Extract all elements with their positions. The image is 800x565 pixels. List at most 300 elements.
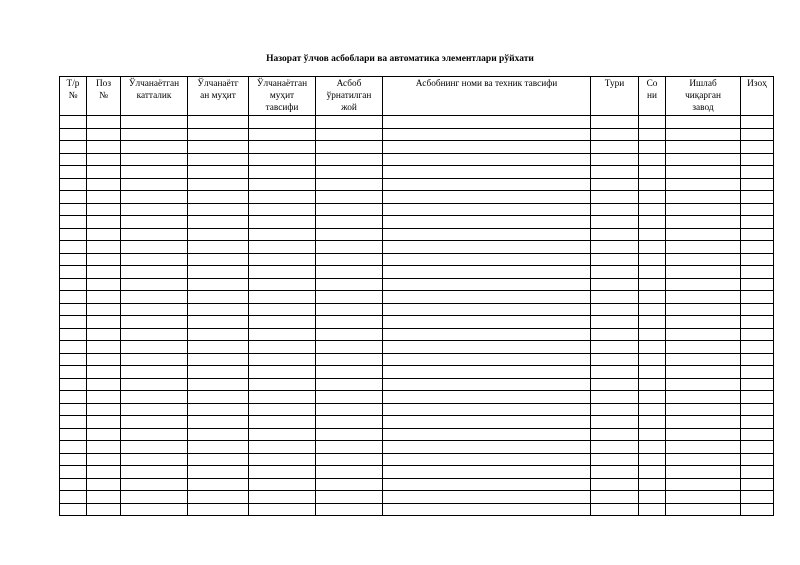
column-header-line: Ишлаб bbox=[689, 79, 717, 89]
table-cell bbox=[591, 216, 639, 229]
table-cell bbox=[666, 216, 741, 229]
table-cell bbox=[121, 203, 188, 216]
table-cell bbox=[249, 366, 316, 379]
table-row bbox=[60, 353, 774, 366]
table-cell bbox=[121, 216, 188, 229]
column-header-line: катталик bbox=[136, 91, 172, 101]
table-cell bbox=[591, 341, 639, 354]
table-row bbox=[60, 441, 774, 454]
table-cell bbox=[249, 278, 316, 291]
table-cell bbox=[383, 303, 591, 316]
table-cell bbox=[121, 178, 188, 191]
table-cell bbox=[639, 253, 666, 266]
table-cell bbox=[60, 141, 87, 154]
table-cell bbox=[316, 178, 383, 191]
table-cell bbox=[591, 328, 639, 341]
table-cell bbox=[741, 441, 774, 454]
table-cell bbox=[249, 378, 316, 391]
table-cell bbox=[741, 416, 774, 429]
table-cell bbox=[639, 191, 666, 204]
table-cell bbox=[121, 316, 188, 329]
table-cell bbox=[87, 416, 121, 429]
table-cell bbox=[316, 116, 383, 129]
table-cell bbox=[741, 378, 774, 391]
table-cell bbox=[316, 241, 383, 254]
table-cell bbox=[383, 478, 591, 491]
table-cell bbox=[591, 253, 639, 266]
table-cell bbox=[87, 316, 121, 329]
column-header-line: Изоҳ bbox=[747, 79, 767, 89]
table-cell bbox=[188, 453, 249, 466]
table-row bbox=[60, 428, 774, 441]
table-cell bbox=[249, 141, 316, 154]
table-cell bbox=[249, 428, 316, 441]
table-cell bbox=[87, 216, 121, 229]
table-cell bbox=[87, 266, 121, 279]
table-cell bbox=[87, 203, 121, 216]
table-cell bbox=[666, 441, 741, 454]
table-cell bbox=[741, 328, 774, 341]
table-cell bbox=[249, 228, 316, 241]
table-cell bbox=[188, 266, 249, 279]
table-cell bbox=[87, 241, 121, 254]
table-cell bbox=[121, 228, 188, 241]
table-cell bbox=[316, 391, 383, 404]
table-cell bbox=[639, 216, 666, 229]
table-body bbox=[60, 116, 774, 516]
table-cell bbox=[383, 416, 591, 429]
table-cell bbox=[741, 391, 774, 404]
table-cell bbox=[639, 391, 666, 404]
table-row bbox=[60, 178, 774, 191]
table-cell bbox=[249, 466, 316, 479]
table-cell bbox=[249, 266, 316, 279]
table-row bbox=[60, 216, 774, 229]
table-cell bbox=[383, 441, 591, 454]
table-cell bbox=[591, 466, 639, 479]
table-cell bbox=[121, 453, 188, 466]
table-cell bbox=[316, 428, 383, 441]
table-cell bbox=[591, 478, 639, 491]
table-cell bbox=[249, 441, 316, 454]
table-cell bbox=[188, 128, 249, 141]
column-header-line: Со bbox=[646, 79, 658, 89]
column-header-line: чиқарган bbox=[685, 91, 721, 101]
table-cell bbox=[591, 128, 639, 141]
table-cell bbox=[188, 253, 249, 266]
table-cell bbox=[383, 241, 591, 254]
table-cell bbox=[121, 503, 188, 516]
table-cell bbox=[60, 391, 87, 404]
table-cell bbox=[121, 166, 188, 179]
table-cell bbox=[741, 316, 774, 329]
table-cell bbox=[741, 366, 774, 379]
table-cell bbox=[188, 428, 249, 441]
table-cell bbox=[741, 128, 774, 141]
table-cell bbox=[666, 128, 741, 141]
table-cell bbox=[316, 303, 383, 316]
table-cell bbox=[741, 253, 774, 266]
table-cell bbox=[741, 241, 774, 254]
table-cell bbox=[249, 416, 316, 429]
table-cell bbox=[60, 341, 87, 354]
column-header-quantity bbox=[639, 77, 666, 116]
table-cell bbox=[188, 503, 249, 516]
table-cell bbox=[666, 466, 741, 479]
table-cell bbox=[316, 341, 383, 354]
table-cell bbox=[121, 353, 188, 366]
table-cell bbox=[639, 353, 666, 366]
table-cell bbox=[741, 428, 774, 441]
table-row bbox=[60, 116, 774, 129]
table-cell bbox=[60, 416, 87, 429]
table-cell bbox=[591, 203, 639, 216]
table-cell bbox=[591, 428, 639, 441]
table-cell bbox=[591, 191, 639, 204]
table-cell bbox=[249, 153, 316, 166]
column-header-line: ўрнатилган bbox=[326, 91, 372, 101]
table-cell bbox=[383, 366, 591, 379]
table-cell bbox=[87, 441, 121, 454]
table-cell bbox=[383, 403, 591, 416]
table-cell bbox=[383, 191, 591, 204]
table-cell bbox=[316, 128, 383, 141]
table-cell bbox=[666, 116, 741, 129]
column-header-row-number bbox=[60, 77, 87, 116]
document-title: Назорат ўлчов асбоблари ва автоматика элементлари рўйхати bbox=[266, 54, 534, 64]
column-header-measured-quantity bbox=[121, 77, 188, 116]
table-cell bbox=[591, 266, 639, 279]
table-cell bbox=[316, 228, 383, 241]
table-cell bbox=[316, 328, 383, 341]
table-cell bbox=[121, 403, 188, 416]
table-cell bbox=[60, 266, 87, 279]
table-cell bbox=[741, 216, 774, 229]
table-cell bbox=[87, 466, 121, 479]
table-row bbox=[60, 466, 774, 479]
table-cell bbox=[87, 478, 121, 491]
table-cell bbox=[666, 278, 741, 291]
table-cell bbox=[188, 216, 249, 229]
table-row bbox=[60, 378, 774, 391]
table-cell bbox=[666, 153, 741, 166]
table-cell bbox=[188, 441, 249, 454]
table-cell bbox=[383, 341, 591, 354]
table-cell bbox=[666, 228, 741, 241]
table-cell bbox=[591, 228, 639, 241]
table-row bbox=[60, 253, 774, 266]
table-cell bbox=[591, 141, 639, 154]
table-cell bbox=[60, 303, 87, 316]
table-cell bbox=[666, 341, 741, 354]
table-cell bbox=[249, 191, 316, 204]
table-cell bbox=[666, 403, 741, 416]
table-cell bbox=[591, 391, 639, 404]
table-cell bbox=[188, 141, 249, 154]
column-header-line: Ўлчанаётган bbox=[256, 79, 308, 89]
table-cell bbox=[591, 178, 639, 191]
table-cell bbox=[316, 166, 383, 179]
table-cell bbox=[591, 441, 639, 454]
table-cell bbox=[591, 378, 639, 391]
table-cell bbox=[121, 266, 188, 279]
table-row bbox=[60, 328, 774, 341]
table-cell bbox=[60, 366, 87, 379]
table-cell bbox=[60, 278, 87, 291]
table-row bbox=[60, 316, 774, 329]
table-row bbox=[60, 241, 774, 254]
table-cell bbox=[121, 116, 188, 129]
table-cell bbox=[249, 503, 316, 516]
table-cell bbox=[316, 253, 383, 266]
table-cell bbox=[639, 503, 666, 516]
table-cell bbox=[60, 291, 87, 304]
table-cell bbox=[639, 428, 666, 441]
table-cell bbox=[316, 503, 383, 516]
table-cell bbox=[249, 253, 316, 266]
table-cell bbox=[249, 403, 316, 416]
table-cell bbox=[591, 116, 639, 129]
table-cell bbox=[87, 453, 121, 466]
table-cell bbox=[87, 253, 121, 266]
table-cell bbox=[87, 128, 121, 141]
table-cell bbox=[121, 441, 188, 454]
column-header-line: завод bbox=[692, 103, 714, 113]
table-cell bbox=[249, 353, 316, 366]
table-cell bbox=[639, 141, 666, 154]
table-cell bbox=[591, 241, 639, 254]
table-cell bbox=[383, 128, 591, 141]
table-cell bbox=[639, 303, 666, 316]
table-cell bbox=[121, 253, 188, 266]
table-cell bbox=[60, 191, 87, 204]
column-header-line: Т/р bbox=[66, 79, 80, 89]
table-cell bbox=[383, 491, 591, 504]
table-cell bbox=[741, 466, 774, 479]
table-cell bbox=[383, 453, 591, 466]
table-cell bbox=[87, 491, 121, 504]
column-header-line: № bbox=[68, 91, 78, 101]
table-cell bbox=[741, 491, 774, 504]
column-header-type bbox=[591, 77, 639, 116]
table-cell bbox=[87, 291, 121, 304]
table-cell bbox=[666, 291, 741, 304]
table-cell bbox=[188, 391, 249, 404]
table-row bbox=[60, 166, 774, 179]
table-cell bbox=[591, 153, 639, 166]
table-cell bbox=[188, 491, 249, 504]
table-cell bbox=[639, 478, 666, 491]
table-cell bbox=[316, 466, 383, 479]
table-cell bbox=[249, 316, 316, 329]
table-cell bbox=[121, 128, 188, 141]
column-header-line: жой bbox=[341, 103, 357, 113]
table-row bbox=[60, 341, 774, 354]
table-cell bbox=[60, 428, 87, 441]
table-cell bbox=[591, 416, 639, 429]
table-cell bbox=[121, 191, 188, 204]
table-header-row bbox=[60, 77, 774, 116]
table-cell bbox=[383, 378, 591, 391]
table-cell bbox=[188, 403, 249, 416]
table-cell bbox=[87, 178, 121, 191]
table-cell bbox=[249, 203, 316, 216]
table-cell bbox=[383, 228, 591, 241]
table-cell bbox=[316, 153, 383, 166]
table-cell bbox=[639, 241, 666, 254]
table-cell bbox=[383, 153, 591, 166]
table-cell bbox=[383, 353, 591, 366]
table-row bbox=[60, 303, 774, 316]
table-cell bbox=[87, 391, 121, 404]
table-cell bbox=[60, 178, 87, 191]
table-cell bbox=[316, 453, 383, 466]
column-header-position-number bbox=[87, 77, 121, 116]
table-cell bbox=[87, 503, 121, 516]
table-cell bbox=[249, 116, 316, 129]
table-cell bbox=[741, 228, 774, 241]
table-row bbox=[60, 291, 774, 304]
table-cell bbox=[188, 241, 249, 254]
table-cell bbox=[383, 466, 591, 479]
column-header-medium-description bbox=[249, 77, 316, 116]
table-cell bbox=[741, 266, 774, 279]
table-cell bbox=[666, 316, 741, 329]
table-cell bbox=[591, 353, 639, 366]
table-cell bbox=[639, 441, 666, 454]
table-cell bbox=[741, 278, 774, 291]
column-header-line: № bbox=[99, 91, 108, 101]
table-cell bbox=[188, 153, 249, 166]
column-header-line: муҳит bbox=[269, 91, 295, 101]
table-cell bbox=[188, 178, 249, 191]
table-cell bbox=[121, 328, 188, 341]
table-cell bbox=[188, 303, 249, 316]
table-cell bbox=[741, 453, 774, 466]
table-cell bbox=[741, 166, 774, 179]
table-cell bbox=[591, 316, 639, 329]
table-cell bbox=[188, 228, 249, 241]
table-cell bbox=[60, 478, 87, 491]
table-cell bbox=[188, 478, 249, 491]
table-cell bbox=[121, 341, 188, 354]
table-cell bbox=[188, 278, 249, 291]
table-cell bbox=[60, 128, 87, 141]
table-cell bbox=[666, 241, 741, 254]
table-row bbox=[60, 191, 774, 204]
table-cell bbox=[666, 303, 741, 316]
table-cell bbox=[639, 328, 666, 341]
table-cell bbox=[188, 203, 249, 216]
table-cell bbox=[639, 291, 666, 304]
table-row bbox=[60, 266, 774, 279]
table-cell bbox=[249, 291, 316, 304]
table-cell bbox=[249, 216, 316, 229]
table-cell bbox=[741, 178, 774, 191]
table-cell bbox=[383, 278, 591, 291]
table-cell bbox=[639, 453, 666, 466]
table-cell bbox=[741, 191, 774, 204]
table-cell bbox=[639, 153, 666, 166]
table-cell bbox=[741, 403, 774, 416]
table-cell bbox=[639, 178, 666, 191]
table-cell bbox=[60, 253, 87, 266]
table-cell bbox=[666, 178, 741, 191]
table-cell bbox=[591, 403, 639, 416]
table-cell bbox=[87, 378, 121, 391]
table-cell bbox=[383, 291, 591, 304]
table-cell bbox=[591, 166, 639, 179]
table-cell bbox=[316, 416, 383, 429]
table-cell bbox=[121, 366, 188, 379]
table-cell bbox=[121, 278, 188, 291]
table-cell bbox=[188, 366, 249, 379]
table-cell bbox=[249, 178, 316, 191]
table-cell bbox=[383, 253, 591, 266]
column-header-line: Ўлчанаётг bbox=[197, 79, 239, 89]
column-header-line: Поз bbox=[95, 79, 112, 89]
table-cell bbox=[383, 166, 591, 179]
column-header-note bbox=[741, 77, 774, 116]
table-cell bbox=[383, 316, 591, 329]
table-cell bbox=[741, 141, 774, 154]
column-header-device-name-specs bbox=[383, 77, 591, 116]
table-cell bbox=[188, 316, 249, 329]
table-cell bbox=[741, 341, 774, 354]
table-cell bbox=[591, 503, 639, 516]
table-row bbox=[60, 141, 774, 154]
table-cell bbox=[249, 166, 316, 179]
table-cell bbox=[60, 466, 87, 479]
table-cell bbox=[60, 216, 87, 229]
table-cell bbox=[87, 341, 121, 354]
table-cell bbox=[591, 491, 639, 504]
table-row bbox=[60, 503, 774, 516]
table-cell bbox=[666, 428, 741, 441]
table-cell bbox=[121, 391, 188, 404]
table-cell bbox=[666, 141, 741, 154]
table-cell bbox=[666, 253, 741, 266]
table-cell bbox=[316, 441, 383, 454]
table-row bbox=[60, 203, 774, 216]
table-cell bbox=[666, 328, 741, 341]
table-cell bbox=[121, 428, 188, 441]
table-cell bbox=[87, 228, 121, 241]
column-header-line: ни bbox=[647, 91, 657, 101]
table-cell bbox=[249, 453, 316, 466]
table-row bbox=[60, 366, 774, 379]
table-cell bbox=[741, 153, 774, 166]
table-cell bbox=[741, 478, 774, 491]
table-cell bbox=[741, 203, 774, 216]
table-cell bbox=[121, 153, 188, 166]
table-cell bbox=[316, 366, 383, 379]
table-cell bbox=[188, 353, 249, 366]
table-cell bbox=[60, 491, 87, 504]
table-cell bbox=[316, 266, 383, 279]
column-header-installation-place bbox=[316, 77, 383, 116]
column-header-line: ан муҳит bbox=[200, 91, 236, 101]
column-header-measured-medium bbox=[188, 77, 249, 116]
table-cell bbox=[741, 291, 774, 304]
table-cell bbox=[639, 266, 666, 279]
table-cell bbox=[639, 128, 666, 141]
table-cell bbox=[249, 478, 316, 491]
table-cell bbox=[249, 491, 316, 504]
table-cell bbox=[87, 353, 121, 366]
table-cell bbox=[383, 328, 591, 341]
table-cell bbox=[639, 228, 666, 241]
